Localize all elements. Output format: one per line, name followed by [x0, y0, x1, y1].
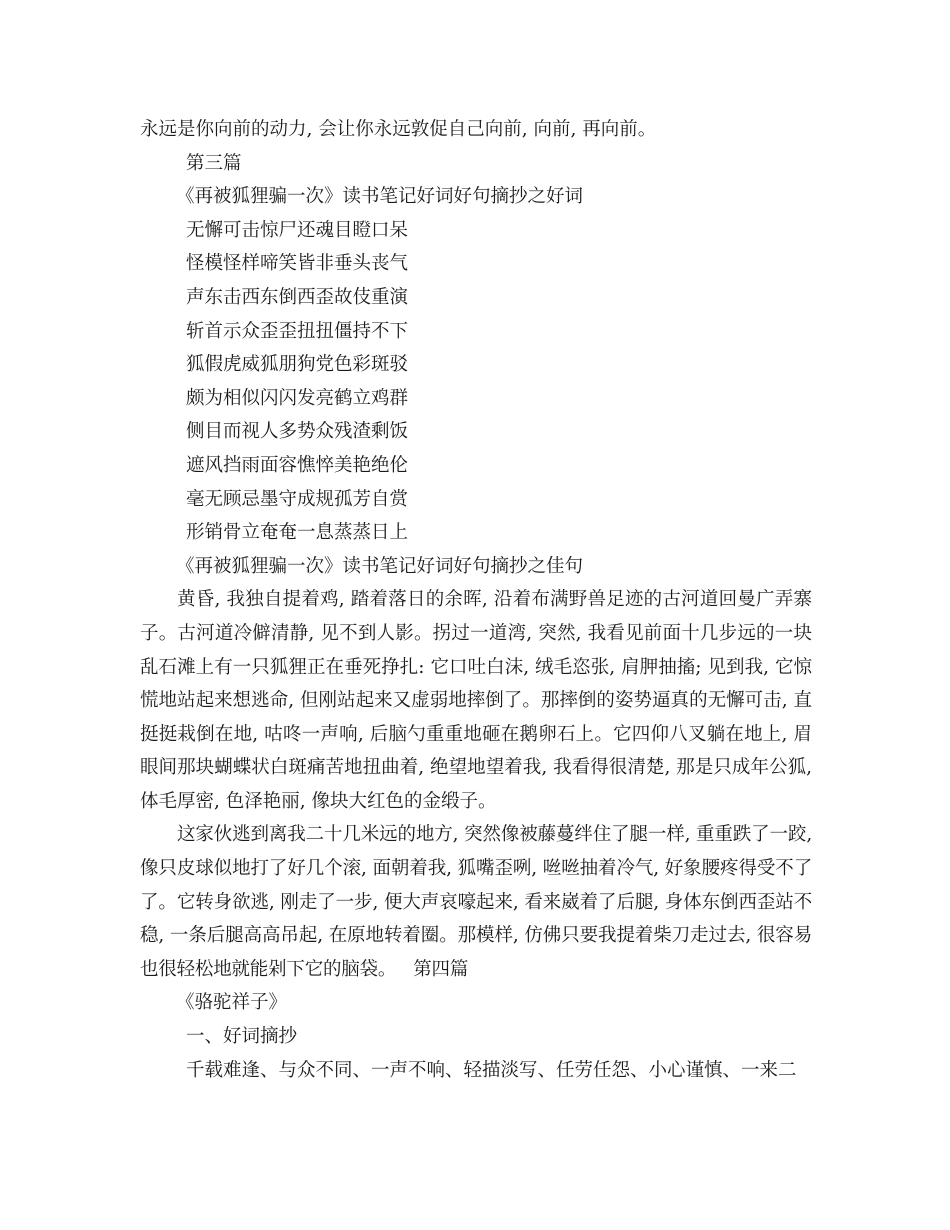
word-list-line: 千载难逢、与众不同、一声不响、轻描淡写、任劳任怨、小心谨慎、一来二	[186, 1059, 797, 1081]
words-list-title: 《再被狐狸骗一次》读书笔记好词好句摘抄之好词	[176, 186, 584, 208]
word-row: 声东击西东倒西歪故伎重演	[186, 286, 409, 308]
subsection-heading: 一、好词摘抄	[186, 1026, 298, 1048]
section-heading: 第三篇	[186, 152, 242, 174]
excerpt-paragraph	[140, 818, 812, 986]
sentences-title: 《再被狐狸骗一次》读书笔记好词好句摘抄之佳句	[176, 555, 584, 577]
word-row: 怪模怪样啼笑皆非垂头丧气	[186, 253, 409, 275]
section-heading: 第四篇	[413, 958, 469, 980]
word-row: 无懈可击惊尸还魂目瞪口呆	[186, 219, 409, 241]
word-row: 形销骨立奄奄一息蒸蒸日上	[186, 522, 409, 544]
opening-line: 永远是你向前的动力, 会让你永远敦促自己向前, 向前, 再向前。	[140, 119, 657, 140]
word-row: 斩首示众歪歪扭扭僵持不下	[186, 320, 409, 342]
book-title: 《骆驼祥子》	[176, 992, 288, 1014]
word-row: 颇为相似闪闪发亮鹤立鸡群	[186, 387, 409, 409]
word-row: 遮风挡雨面容憔悴美艳绝伦	[186, 454, 409, 476]
word-row: 毫无顾忌墨守成规孤芳自赏	[186, 488, 409, 510]
excerpt-paragraph: 黄昏, 我独自提着鸡, 踏着落日的余晖, 沿着布满野兽足迹的古河道回曼广弄寨子。古河道冷僻清静, 见不到人影。拐过一道湾, 突然, 我看见前面十几步远的一块乱石滩上有一只狐狸正在垂死挣扎: 它口吐白沫, 绒毛恣张, 肩胛抽搐; 见到我, 它惊慌地站起来想逃命, 但刚站起来又虚弱地摔倒了。那摔倒的姿势逼真的无懈可击, 直挺挺栽倒在地, 咕咚一声响, 后脑勺重重地砸在鹅卵石上。它四仰八叉躺在地上, 眉眼间那块蝴蝶状白斑痛苦地扭曲着, 绝望地望着我, 我看得很清楚, 那是只成年公狐, 体毛厚密, 色泽艳丽, 像块大红色的金缎子。	[140, 589, 812, 812]
word-row: 侧目而视人多势众残渣剩饭	[186, 421, 409, 443]
document-body	[140, 113, 812, 1087]
excerpt-paragraph-text: 这家伙逃到离我二十几米远的地方, 突然像被藤蔓绊住了腿一样, 重重跌了一跤, 像只皮球似地打了好几个滚, 面朝着我, 狐嘴歪咧, 咝咝抽着冷气, 好象腰疼得受不了了。它转身欲逃, 刚走了一步, 便大声哀嚎起来, 看来崴着了后腿, 身体东倒西歪站不稳, 一条后腿高高吊起, 在原地转着圈。那模样, 仿佛只要我提着柴刀走过去, 很容易也很轻松地就能剁下它的脑袋。	[140, 824, 812, 980]
word-row: 狐假虎威狐朋狗党色彩斑驳	[186, 354, 409, 376]
